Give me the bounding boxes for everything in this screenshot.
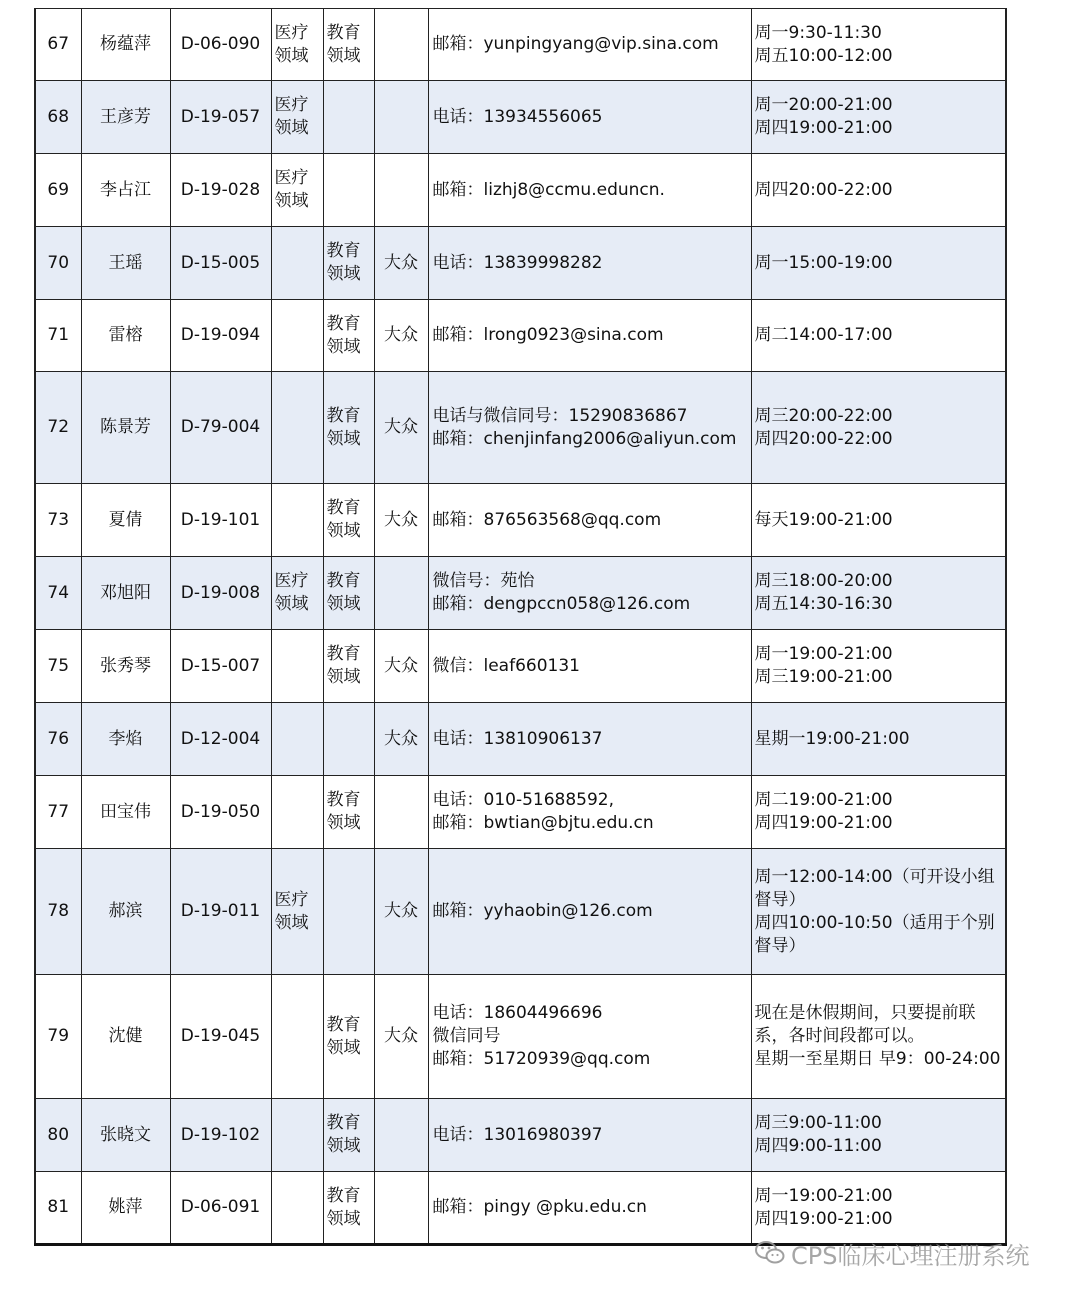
cell-contact [428, 154, 751, 227]
contact-line: 微信号：苑怡 [432, 571, 535, 591]
cell-contact [428, 372, 751, 484]
cell-public: 大众 [374, 630, 428, 703]
cell-public [374, 81, 428, 154]
cell-time [751, 776, 1006, 849]
time-line: 周五14:30-16:30 [754, 594, 893, 614]
watermark-text: CPS临床心理注册系统 [791, 1241, 1030, 1270]
cell-education-field: 教育 领域 [323, 630, 374, 703]
cell-medical-field [271, 1099, 323, 1172]
cell-time [751, 849, 1006, 975]
cell-contact [428, 776, 751, 849]
cell-public: 大众 [374, 484, 428, 557]
contact-line: 邮箱：yunpingyang@vip.sina.com [432, 34, 719, 54]
time-line: 周一9:30-11:30 [754, 22, 882, 43]
time-line: 周三18:00-20:00 [754, 571, 893, 591]
cell-contact [428, 557, 751, 630]
cell-number: 75 [35, 630, 81, 703]
cell-education-field: 教育 领域 [323, 975, 374, 1099]
cell-number: 71 [35, 300, 81, 372]
cell-name: 张秀琴 [81, 630, 170, 703]
cell-name: 王彦芳 [81, 81, 170, 154]
time-line: 周三20:00-22:00 [754, 405, 893, 426]
contact-line: 电话与微信同号：15290836867 [432, 405, 688, 426]
table-body [35, 9, 1006, 1245]
time-line: 周四10:00-10:50（适用于个别督导） [754, 912, 995, 956]
cell-education-field: 教育 领域 [323, 1172, 374, 1245]
cell-time [751, 975, 1006, 1099]
table-row [35, 975, 1006, 1099]
contact-line: 邮箱：51720939@qq.com [432, 1049, 651, 1069]
cell-name: 夏倩 [81, 484, 170, 557]
cell-contact [428, 1172, 751, 1245]
table-row [35, 849, 1006, 975]
contact-line: 邮箱：bwtian@bjtu.edu.cn [432, 813, 654, 833]
cell-code: D-19-050 [170, 776, 271, 849]
cell-medical-field [271, 703, 323, 776]
table-row [35, 300, 1006, 372]
time-line: 周一19:00-21:00 [754, 644, 893, 664]
contact-line: 邮箱：lizhj8@ccmu.eduncn. [432, 179, 665, 200]
contact-line: 电话：18604496696 [432, 1003, 603, 1023]
cell-number: 72 [35, 372, 81, 484]
table-row [35, 776, 1006, 849]
cell-time [751, 81, 1006, 154]
cell-code: D-19-011 [170, 849, 271, 975]
cell-education-field: 教育 领域 [323, 227, 374, 300]
counselor-table [34, 8, 1007, 1246]
cell-contact [428, 630, 751, 703]
cell-code: D-19-101 [170, 484, 271, 557]
cell-code: D-19-008 [170, 557, 271, 630]
contact-line: 电话：010-51688592, [432, 790, 615, 810]
cell-contact [428, 484, 751, 557]
time-line: 周一15:00-19:00 [754, 252, 893, 273]
time-line: 周二14:00-17:00 [754, 325, 893, 345]
cell-name: 李焰 [81, 703, 170, 776]
cell-contact [428, 227, 751, 300]
contact-line: 电话：13810906137 [432, 728, 603, 749]
table-row [35, 557, 1006, 630]
cell-public [374, 776, 428, 849]
contact-line: 电话：13934556065 [432, 106, 603, 127]
cell-code: D-15-005 [170, 227, 271, 300]
cell-public [374, 1172, 428, 1245]
cell-time [751, 300, 1006, 372]
cell-education-field: 教育 领域 [323, 372, 374, 484]
cell-public: 大众 [374, 703, 428, 776]
cell-public [374, 557, 428, 630]
contact-line: 邮箱：chenjinfang2006@aliyun.com [432, 428, 737, 449]
cell-education-field: 教育 领域 [323, 776, 374, 849]
cell-education-field: 教育 领域 [323, 484, 374, 557]
table-row [35, 81, 1006, 154]
cell-code: D-79-004 [170, 372, 271, 484]
cell-name: 雷榕 [81, 300, 170, 372]
table-row [35, 1172, 1006, 1245]
time-line: 周四20:00-22:00 [754, 179, 893, 200]
cell-medical-field [271, 484, 323, 557]
cell-medical-field: 医疗 领域 [271, 81, 323, 154]
cell-name: 郝滨 [81, 849, 170, 975]
cell-name: 张晓文 [81, 1099, 170, 1172]
table-row [35, 484, 1006, 557]
cell-medical-field [271, 1172, 323, 1245]
cell-number: 79 [35, 975, 81, 1099]
cell-education-field: 教育 领域 [323, 557, 374, 630]
cell-code: D-06-090 [170, 9, 271, 81]
cell-number: 81 [35, 1172, 81, 1245]
cell-contact [428, 9, 751, 81]
cell-name: 沈健 [81, 975, 170, 1099]
cell-medical-field [271, 630, 323, 703]
cell-number: 73 [35, 484, 81, 557]
time-line: 周三9:00-11:00 [754, 1113, 882, 1133]
time-line: 周二19:00-21:00 [754, 790, 893, 810]
cell-contact [428, 300, 751, 372]
cell-contact [428, 81, 751, 154]
time-line: 周三19:00-21:00 [754, 667, 893, 687]
cell-time [751, 703, 1006, 776]
cell-public: 大众 [374, 975, 428, 1099]
cell-medical-field [271, 372, 323, 484]
contact-line: 邮箱：pingy @pku.edu.cn [432, 1197, 647, 1217]
cell-code: D-19-028 [170, 154, 271, 227]
cell-contact [428, 849, 751, 975]
contact-line: 邮箱：yyhaobin@126.com [432, 901, 653, 921]
time-line: 周一19:00-21:00 [754, 1185, 893, 1206]
cell-education-field: 教育 领域 [323, 1099, 374, 1172]
cell-public [374, 154, 428, 227]
cell-medical-field [271, 300, 323, 372]
cell-contact [428, 975, 751, 1099]
cell-code: D-06-091 [170, 1172, 271, 1245]
table-row [35, 227, 1006, 300]
cell-public: 大众 [374, 227, 428, 300]
cell-time [751, 1172, 1006, 1245]
table-row [35, 1099, 1006, 1172]
cell-time [751, 227, 1006, 300]
contact-line: 邮箱：dengpccn058@126.com [432, 594, 691, 614]
table-row [35, 154, 1006, 227]
time-line: 星期一至星期日 早9：00-24:00 [754, 1049, 1001, 1069]
time-line: 星期一19:00-21:00 [754, 728, 910, 749]
time-line: 周四9:00-11:00 [754, 1136, 882, 1156]
cell-education-field: 教育 领域 [323, 9, 374, 81]
cell-time [751, 1099, 1006, 1172]
cell-number: 80 [35, 1099, 81, 1172]
time-line: 周四20:00-22:00 [754, 428, 893, 449]
cell-public [374, 1099, 428, 1172]
contact-line: 邮箱：lrong0923@sina.com [432, 325, 664, 345]
cell-medical-field: 医疗 领域 [271, 154, 323, 227]
cell-public: 大众 [374, 849, 428, 975]
cell-code: D-12-004 [170, 703, 271, 776]
cell-number: 74 [35, 557, 81, 630]
cell-number: 67 [35, 9, 81, 81]
cell-medical-field [271, 975, 323, 1099]
cell-name: 李占江 [81, 154, 170, 227]
cell-time [751, 154, 1006, 227]
time-line: 周四19:00-21:00 [754, 118, 893, 138]
watermark [755, 1238, 1029, 1268]
contact-line: 电话：13839998282 [432, 252, 603, 273]
contact-line: 微信：leaf660131 [432, 655, 580, 676]
cell-number: 78 [35, 849, 81, 975]
cell-number: 69 [35, 154, 81, 227]
cell-education-field: 教育 领域 [323, 300, 374, 372]
contact-line: 电话：13016980397 [432, 1124, 603, 1145]
time-line: 周四19:00-21:00 [754, 1208, 893, 1229]
cell-name: 田宝伟 [81, 776, 170, 849]
cell-public [374, 9, 428, 81]
cell-code: D-19-094 [170, 300, 271, 372]
table-row [35, 630, 1006, 703]
time-line: 周一20:00-21:00 [754, 95, 893, 115]
cell-name: 邓旭阳 [81, 557, 170, 630]
cell-medical-field: 医疗 领域 [271, 9, 323, 81]
time-line: 周四19:00-21:00 [754, 813, 893, 833]
time-line: 周五10:00-12:00 [754, 45, 893, 66]
cell-code: D-19-045 [170, 975, 271, 1099]
cell-code: D-19-102 [170, 1099, 271, 1172]
cell-number: 76 [35, 703, 81, 776]
time-line: 每天19:00-21:00 [754, 509, 893, 530]
time-line: 现在是休假期间，只要提前联系，各时间段都可以。 [754, 1003, 976, 1046]
cell-public: 大众 [374, 300, 428, 372]
cell-code: D-15-007 [170, 630, 271, 703]
contact-line: 微信同号 [432, 1026, 501, 1046]
cell-time [751, 9, 1006, 81]
cell-education-field [323, 81, 374, 154]
cell-education-field [323, 154, 374, 227]
cell-number: 77 [35, 776, 81, 849]
cell-name: 王瑶 [81, 227, 170, 300]
wechat-icon [755, 1240, 785, 1266]
cell-public: 大众 [374, 372, 428, 484]
cell-name: 姚萍 [81, 1172, 170, 1245]
contact-line: 邮箱：876563568@qq.com [432, 509, 662, 530]
cell-time [751, 630, 1006, 703]
cell-time [751, 484, 1006, 557]
cell-name: 陈景芳 [81, 372, 170, 484]
cell-name: 杨蕴萍 [81, 9, 170, 81]
cell-contact [428, 703, 751, 776]
cell-time [751, 372, 1006, 484]
table-row [35, 372, 1006, 484]
cell-medical-field [271, 776, 323, 849]
cell-time [751, 557, 1006, 630]
cell-contact [428, 1099, 751, 1172]
time-line: 周一12:00-14:00（可开设小组督导） [754, 866, 995, 910]
cell-number: 70 [35, 227, 81, 300]
cell-education-field [323, 849, 374, 975]
table-row [35, 9, 1006, 81]
cell-code: D-19-057 [170, 81, 271, 154]
cell-medical-field: 医疗 领域 [271, 849, 323, 975]
cell-medical-field: 医疗 领域 [271, 557, 323, 630]
cell-education-field [323, 703, 374, 776]
cell-number: 68 [35, 81, 81, 154]
table-row [35, 703, 1006, 776]
cell-medical-field [271, 227, 323, 300]
